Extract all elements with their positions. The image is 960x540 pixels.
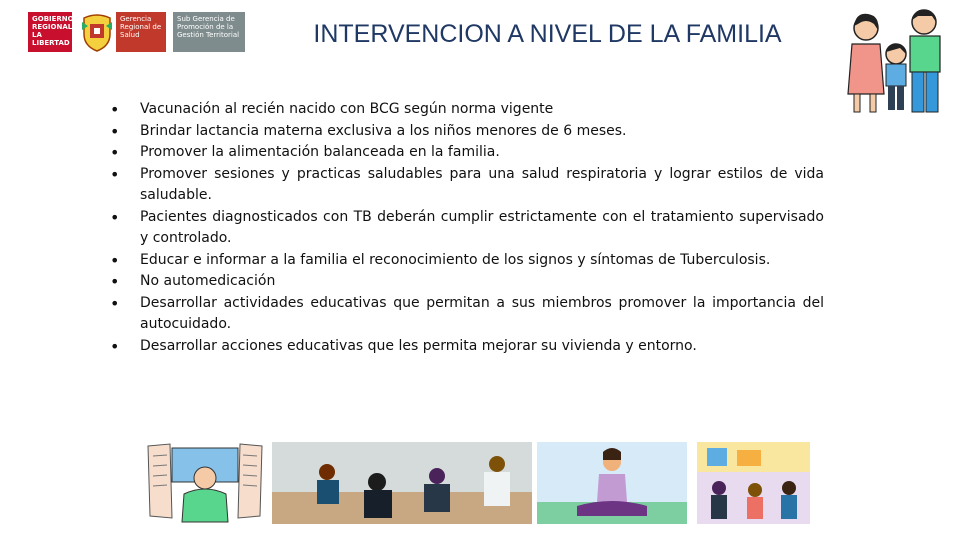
list-item: • Desarrollar actividades educativas que permitan a sus miembros promover la importancia del autocuidado.	[110, 293, 824, 336]
list-item: • Educar e informar a la familia el reconocimiento de los signos y síntomas de Tuberculosis.	[110, 250, 824, 272]
reading-person-illustration	[140, 438, 270, 524]
list-item: • Vacunación al recién nacido con BCG según norma vigente	[110, 99, 824, 121]
list-item: • Promover sesiones y practicas saludables para una salud respiratoria y lograr estilos de vida saludable.	[110, 164, 824, 207]
list-item: • Brindar lactancia materna exclusiva a los niños menores de 6 meses.	[110, 121, 824, 143]
intervention-list	[110, 99, 824, 357]
family-illustration-icon	[838, 4, 950, 116]
woman-meditating-photo	[537, 442, 687, 524]
list-item: • Pacientes diagnosticados con TB deberán cumplir estrictamente con el tratamiento supervisado y controlado.	[110, 207, 824, 250]
list-item: • Promover la alimentación balanceada en la familia.	[110, 142, 824, 164]
page-title: INTERVENCION A NIVEL DE LA FAMILIA	[313, 20, 782, 48]
sub-gerencia-logo: Sub Gerencia de Promoción de la Gestión Territorial	[173, 12, 245, 52]
gobierno-regional-logo: GOBIERNO REGIONAL LA LIBERTAD	[28, 12, 72, 52]
list-item: • Desarrollar acciones educativas que les permita mejorar su vivienda y entorno.	[110, 336, 824, 358]
gerencia-regional-salud-logo: Gerencia Regional de Salud	[116, 12, 166, 52]
classroom-photo	[272, 442, 532, 524]
list-item: • No automedicación	[110, 271, 824, 293]
regional-crest-icon	[80, 12, 114, 52]
community-meeting-photo	[697, 442, 810, 524]
